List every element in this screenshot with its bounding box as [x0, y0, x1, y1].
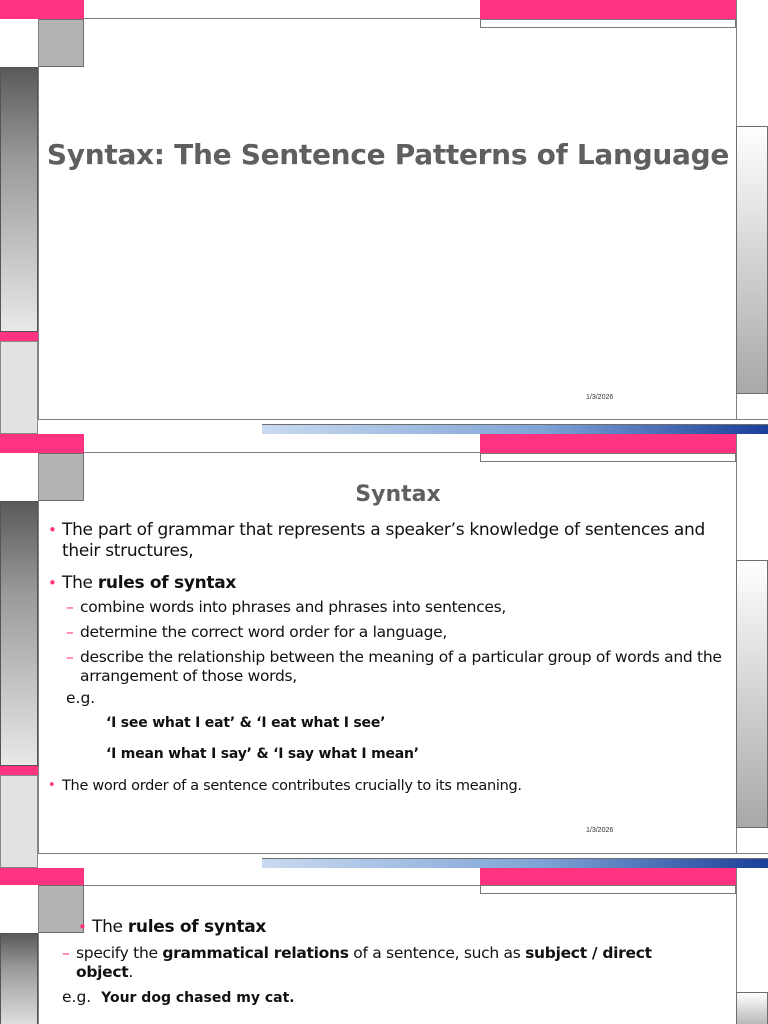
top-right-outline	[480, 19, 736, 28]
eg-label: e.g.	[62, 988, 92, 1006]
left-gradient-bar	[0, 933, 38, 1024]
sub-text-3: .	[128, 963, 134, 981]
pink-bar-top-left	[0, 434, 84, 453]
left-pink-mark	[0, 332, 38, 341]
bullet-2-text: The	[62, 573, 98, 593]
pink-bar-top-right	[480, 868, 736, 885]
top-right-outline	[480, 453, 736, 462]
left-light-block	[0, 775, 38, 868]
blue-gradient-bar	[262, 424, 768, 434]
bullet-2-bold: rules of syntax	[97, 573, 237, 593]
bullet-1-text: The	[92, 917, 128, 937]
bullet-3: • The word order of a sentence contributes crucially to its meaning.	[48, 778, 522, 794]
sub-bullet-1: – specify the grammatical relations of a sentence, such as subject / direct object.	[62, 944, 652, 981]
eg-line	[58, 988, 708, 1008]
right-gradient-bar	[736, 992, 768, 1024]
left-rule	[38, 453, 39, 853]
slide-body-sub	[58, 944, 708, 1008]
sub-text-2: of a sentence, such as	[348, 944, 526, 962]
sub-bullet-2: – determine the correct word order for a language,	[66, 623, 447, 641]
top-rule	[84, 18, 480, 19]
left-rule	[38, 885, 39, 1024]
slide-1	[0, 0, 768, 434]
grey-square	[38, 19, 84, 67]
bottom-rule	[38, 853, 768, 854]
slide-3	[0, 868, 768, 1024]
right-gradient-bar	[736, 126, 768, 394]
bullet-3-text: The word order of a sentence contributes crucially to its meaning.	[62, 778, 522, 794]
sub-bullet-3: – describe the relationship between the meaning of a particular group of words and the arrangement of those words,	[66, 648, 722, 685]
left-pink-mark	[0, 766, 38, 775]
eg-label: e.g.	[66, 689, 96, 707]
pink-bar-top-left	[0, 868, 84, 885]
pink-bar-top-left	[0, 0, 84, 19]
slide-title: Syntax: The Sentence Patterns of Language	[46, 138, 730, 171]
bottom-rule	[38, 419, 768, 420]
left-rule	[38, 19, 39, 419]
slide-title: Syntax	[355, 482, 441, 507]
example-1: Your dog chased my cat.	[101, 990, 295, 1006]
sub-bold-2: subject / direct object	[76, 944, 652, 981]
slide-body	[78, 917, 758, 938]
bullet-1: • The part of grammar that represents a speaker’s knowledge of sentences and their structures,	[48, 520, 705, 561]
right-gradient-bar	[736, 560, 768, 828]
sub-bullet-2-text: determine the correct word order for a language,	[80, 623, 447, 641]
sub-text-1: specify the	[76, 944, 163, 962]
slide-body	[48, 520, 728, 795]
pink-bar-top-right	[480, 434, 736, 453]
left-gradient-bar	[0, 67, 38, 332]
left-light-block	[0, 341, 38, 434]
pink-bar-top-right	[480, 0, 736, 19]
example-1: ‘I see what I eat’ & ‘I eat what I see’	[106, 715, 386, 731]
blue-gradient-bar	[262, 858, 768, 868]
example-2: ‘I mean what I say’ & ‘I say what I mean’	[106, 746, 419, 762]
left-gradient-bar	[0, 501, 38, 766]
bullet-2: • The rules of syntax	[48, 573, 237, 593]
top-rule	[84, 452, 480, 453]
bullet-1-text: The part of grammar that represents a speaker’s knowledge of sentences and their structures,	[62, 520, 705, 561]
bullet-1-bold: rules of syntax	[127, 917, 267, 937]
top-rule	[84, 885, 480, 886]
bullet-1: • The rules of syntax	[78, 917, 267, 937]
slide-date: 1/3/2026	[586, 394, 614, 401]
sub-bullet-1-text: combine words into phrases and phrases into sentences,	[80, 598, 506, 616]
slide-2	[0, 434, 768, 868]
sub-bullet-1: – combine words into phrases and phrases into sentences,	[66, 598, 506, 616]
slide-date: 1/3/2026	[586, 827, 614, 834]
top-right-outline	[480, 885, 736, 894]
sub-bold-1: grammatical relations	[162, 944, 349, 962]
sub-bullet-3-text: describe the relationship between the meaning of a particular group of words and the arrangement of those words,	[80, 648, 722, 685]
